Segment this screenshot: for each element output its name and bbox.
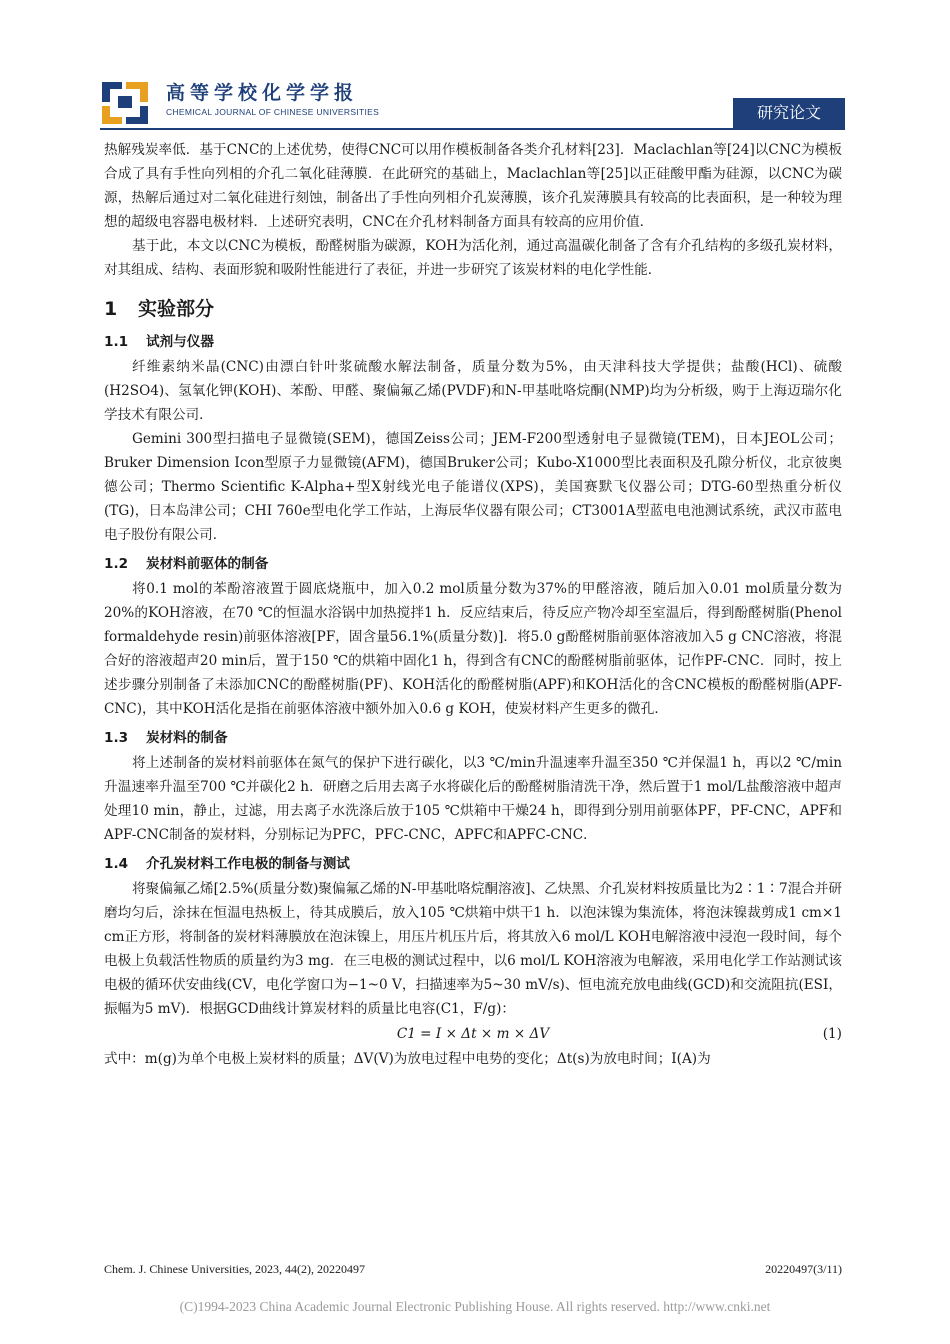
- intro-paragraph-1: 热解残炭率低．基于CNC的上述优势，使得CNC可以用作模板制备各类介孔材料[23]．Maclachlan等[24]以CNC为模板合成了具有手性向列相的介孔二氧化硅薄膜．在此研究的基础上，Maclachlan等[25]以正硅酸甲酯为硅源，以CNC为碳源，热解后通过对二氧化硅进行刻蚀，制备出了手性向列相介孔炭薄膜，该介孔炭薄膜具有较高的比表面积，是一种较为理想的超级电容器电极材料．上述研究表明，CNC在介孔材料制备方面具有较高的应用价值．: [104, 142, 842, 230]
- section-number: 1: [104, 298, 118, 320]
- article-type-badge: 研究论文: [733, 98, 845, 128]
- subsection-heading-1-3: [104, 727, 842, 749]
- subsection-heading-1-4: [104, 853, 842, 875]
- equation-number: (1): [822, 1026, 842, 1042]
- equation-body: C1 = I × Δt × m × ΔV: [396, 1026, 550, 1042]
- subsection-title: 介孔炭材料工作电极的制备与测试: [146, 856, 350, 872]
- subsection-number: 1.2: [104, 556, 129, 572]
- subsection-number: 1.4: [104, 856, 129, 872]
- subsection-heading-1-2: [104, 553, 842, 575]
- journal-title-cn: 高等学校化学学报: [166, 82, 359, 104]
- paragraph-instruments: Gemini 300型扫描电子显微镜(SEM)，德国Zeiss公司；JEM-F200型透射电子显微镜(TEM)，日本JEOL公司；Bruker Dimension Icon型原子力显微镜(AFM)，德国Bruker公司；Kubo-X1000型比表面积及孔隙分析仪，北京彼奥德公司；Thermo Scientific K-Alpha+型X射线光电子能谱仪(XPS)，美国赛默飞仪器公司；DTG-60型热重分析仪(TG)，日本岛津公司；CHI 760e型电化学工作站，上海辰华仪器有限公司；CT3001A型蓝电电池测试系统，武汉市蓝电电子股份有限公司．: [104, 431, 842, 543]
- paragraph-reagents: 纤维素纳米晶(CNC)由漂白针叶浆硫酸水解法制备，质量分数为5%，由天津科技大学提供；盐酸(HCl)、硫酸(H2SO4)、氢氧化钾(KOH)、苯酚、甲醛、聚偏氟乙烯(PVDF)和N-甲基吡咯烷酮(NMP)均为分析级，购于上海迈瑞尔化学技术有限公司．: [104, 359, 842, 423]
- equation-1: [104, 1021, 842, 1047]
- subsection-number: 1.1: [104, 334, 129, 350]
- paragraph-equation-terms: 式中：m(g)为单个电极上炭材料的质量；ΔV(V)为放电过程中电势的变化；Δt(s)为放电时间；I(A)为: [104, 1051, 711, 1067]
- header-divider: [100, 128, 845, 130]
- footer-citation: Chem. J. Chinese Universities, 2023, 44(2), 20220497: [104, 1262, 365, 1276]
- footer-page-number: 20220497(3/11): [765, 1262, 842, 1276]
- subsection-heading-1-1: [104, 331, 842, 353]
- paragraph-electrode: 将聚偏氟乙烯[2.5%(质量分数)聚偏氟乙烯的N-甲基吡咯烷酮溶液]、乙炔黑、介孔炭材料按质量比为2∶1∶7混合并研磨均匀后，涂抹在恒温电热板上，待其成膜后，放入105 ℃烘箱中烘干1 h．以泡沫镍为集流体，将泡沫镍裁剪成1 cm×1 cm正方形，将制备的炭材料薄膜放在泡沫镍上，用压片机压片后，将其放入6 mol/L KOH电解溶液中浸泡一段时间，每个电极上负载活性物质的质量约为3 mg．在三电极的测试过程中，以6 mol/L KOH溶液为电解液，采用电化学工作站测试该电极的循环伏安曲线(CV，电化学窗口为−1~0 V，扫描速率为5~30 mV/s)、恒电流充放电曲线(GCD)和交流阻抗(ESI，振幅为5 mV)．根据GCD曲线计算炭材料的质量比电容(C1，F/g)：: [104, 881, 842, 1017]
- copyright-notice: (C)1994-2023 China Academic Journal Electronic Publishing House. All rights reserved. http://www.cnki.net: [179, 1299, 771, 1314]
- subsection-number: 1.3: [104, 730, 129, 746]
- subsection-title: 试剂与仪器: [146, 334, 214, 350]
- paragraph-precursor: 将0.1 mol的苯酚溶液置于圆底烧瓶中，加入0.2 mol质量分数为37%的甲醛溶液，随后加入0.01 mol质量分数为20%的KOH溶液，在70 ℃的恒温水浴锅中加热搅拌1 h．反应结束后，待反应产物冷却至室温后，得到酚醛树脂(Phenol formaldehyde resin)前驱体溶液[PF，固含量56.1%(质量分数)]．将5.0 g酚醛树脂前驱体溶液加入5 g CNC溶液，将混合好的溶液超声20 min后，置于150 ℃的烘箱中固化1 h，得到含有CNC的酚醛树脂前驱体，记作PF-CNC．同时，按上述步骤分别制备了未添加CNC的酚醛树脂(PF)、KOH活化的酚醛树脂(APF)和KOH活化的含CNC模板的酚醛树脂(APF-CNC)，其中KOH活化是指在前驱体溶液中额外加入0.6 g KOH，使炭材料产生更多的微孔．: [104, 581, 842, 717]
- journal-header: [100, 74, 845, 126]
- section-heading: [104, 294, 842, 321]
- section-title: 实验部分: [138, 298, 215, 320]
- journal-logo-icon: [100, 78, 152, 126]
- journal-title-en: CHEMICAL JOURNAL OF CHINESE UNIVERSITIES: [166, 107, 380, 117]
- subsection-title: 炭材料前驱体的制备: [146, 556, 269, 572]
- intro-paragraph-2: 基于此，本文以CNC为模板，酚醛树脂为碳源，KOH为活化剂，通过高温碳化制备了含有介孔结构的多级孔炭材料，对其组成、结构、表面形貌和吸附性能进行了表征，并进一步研究了该炭材料的电化学性能．: [104, 238, 842, 278]
- paragraph-carbon-prep: 将上述制备的炭材料前驱体在氮气的保护下进行碳化，以3 ℃/min升温速率升温至350 ℃并保温1 h，再以2 ℃/min升温速率升温至700 ℃并碳化2 h．研磨之后用去离子水将碳化后的酚醛树脂清洗干净，然后置于1 mol/L盐酸溶液中超声处理10 min，静止，过滤，用去离子水洗涤后放于105 ℃烘箱中干燥24 h，即得到分别用前驱体PF，PF-CNC，APF和APF-CNC制备的炭材料，分别标记为PFC，PFC-CNC，APFC和APFC-CNC．: [104, 755, 842, 843]
- subsection-title: 炭材料的制备: [146, 730, 228, 746]
- article-body: [104, 138, 842, 1071]
